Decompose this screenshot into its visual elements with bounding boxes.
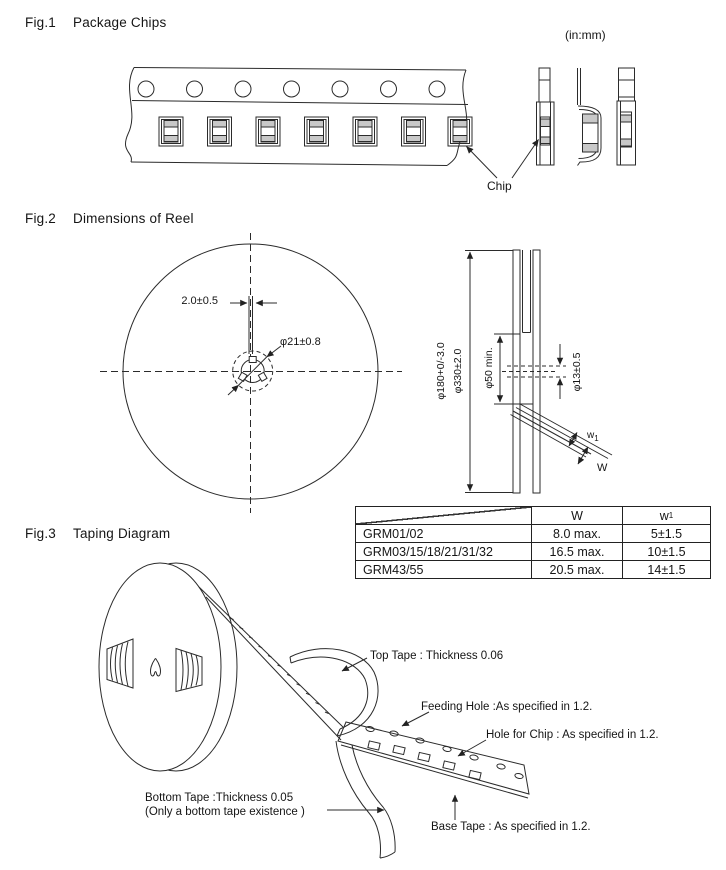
flange-dia-dim-label: φ330±2.0 <box>452 348 464 394</box>
reel-width-table <box>355 506 711 579</box>
fig3-label: Fig.3 <box>25 526 57 541</box>
tape-width-w1-label: $w_1$ <box>587 430 599 443</box>
fig1-carrier-tape-drawing <box>125 68 472 166</box>
table-row-w: 16.5 max. <box>531 542 622 560</box>
fig2-heading <box>25 211 194 226</box>
fig1-chip-callout-leaders <box>467 140 539 179</box>
table-corner-diagonal-cell <box>356 507 531 524</box>
table-row-w1: 5±1.5 <box>622 524 710 542</box>
bottom-tape-label-line1: Bottom Tape :Thickness 0.05 <box>145 792 294 804</box>
fig1-heading <box>25 15 166 30</box>
base-tape-label: Base Tape : As specified in 1.2. <box>431 821 591 833</box>
reel-dia-dim-label: φ180+0/-3.0 <box>435 342 447 400</box>
fig1-label: Fig.1 <box>25 15 57 30</box>
boss-dia-dim-label: φ21±0.8 <box>280 336 321 348</box>
bottom-tape-label-line2: (Only a bottom tape existence ) <box>145 806 305 818</box>
fig3-title: Taping Diagram <box>73 526 171 541</box>
table-row-w1: 14±1.5 <box>622 560 710 578</box>
fig3-heading <box>25 526 170 541</box>
top-tape-label: Top Tape : Thickness 0.06 <box>370 650 504 662</box>
fig1-title: Package Chips <box>73 15 167 30</box>
chip-callout-label: Chip <box>487 179 512 193</box>
fig2-title: Dimensions of Reel <box>73 211 194 226</box>
table-row-w: 20.5 max. <box>531 560 622 578</box>
unit-note: (in:mm) <box>565 28 606 42</box>
feeding-hole-label: Feeding Hole :As specified in 1.2. <box>421 701 593 713</box>
hub-dia-dim-label: φ50 min. <box>483 347 495 389</box>
table-header-w1: w 1 <box>622 507 710 524</box>
fig2-reel-front-view <box>100 233 402 513</box>
hole-for-chip-label: Hole for Chip : As specified in 1.2. <box>486 729 659 741</box>
table-header-w: W <box>531 507 622 524</box>
slot-width-dim-label: 2.0±0.5 <box>181 295 218 307</box>
table-row-series: GRM43/55 <box>356 560 531 578</box>
fig2-label: Fig.2 <box>25 211 57 226</box>
fig1-side-section-views <box>537 68 636 166</box>
table-row-series: GRM01/02 <box>356 524 531 542</box>
tape-width-w-label: W <box>597 462 608 474</box>
table-row-w1: 10±1.5 <box>622 542 710 560</box>
spindle-hole-dim-label: φ13±0.5 <box>571 352 583 392</box>
table-row-series: GRM03/15/18/21/31/32 <box>356 542 531 560</box>
table-row-w: 8.0 max. <box>531 524 622 542</box>
